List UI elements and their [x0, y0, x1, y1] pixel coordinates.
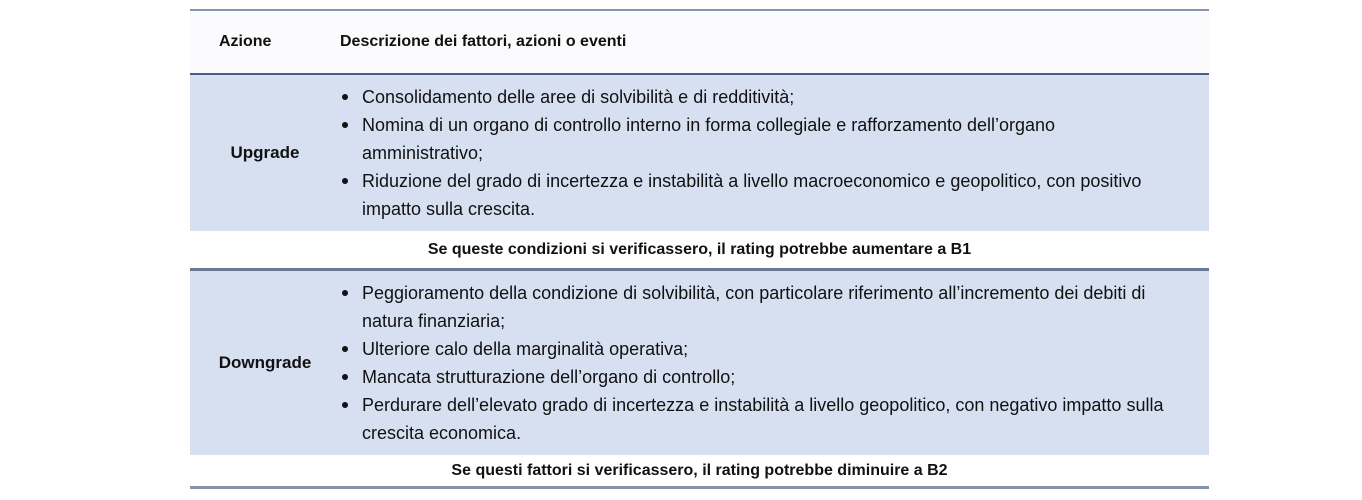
header-description: Descrizione dei fattori, azioni o eventi: [340, 33, 627, 50]
upgrade-list: [340, 83, 1209, 223]
upgrade-conclusion: Se queste condizioni si verificassero, il rating potrebbe aumentare a B1: [190, 231, 1209, 271]
header-action: Azione: [219, 33, 272, 50]
upgrade-label: Upgrade: [230, 143, 300, 162]
list-item: Ulteriore calo della marginalità operativa;: [340, 335, 1209, 363]
downgrade-description: [340, 271, 1209, 455]
list-item: Peggioramento della condizione di solvibilità, con particolare riferimento all’incremento dei debiti di natura finanziaria;: [340, 279, 1209, 335]
downgrade-label: Downgrade: [218, 353, 312, 372]
list-item: Consolidamento delle aree di solvibilità e di redditività;: [340, 83, 1209, 111]
upgrade-description: [340, 75, 1209, 231]
downgrade-row: [190, 271, 1209, 455]
downgrade-conclusion: Se questi fattori si verificassero, il rating potrebbe diminuire a B2: [190, 455, 1209, 489]
downgrade-list: [340, 279, 1209, 447]
upgrade-row: [190, 75, 1209, 231]
table-header-row: [190, 11, 1209, 75]
rating-factors-table: [190, 9, 1209, 489]
list-item: Perdurare dell’elevato grado di incertezza e instabilità a livello geopolitico, con negativo impatto sulla crescita economica.: [340, 391, 1209, 447]
list-item: Mancata strutturazione dell’organo di controllo;: [340, 363, 1209, 391]
list-item: Riduzione del grado di incertezza e instabilità a livello macroeconomico e geopolitico, con positivo impatto sulla crescita.: [340, 167, 1209, 223]
list-item: Nomina di un organo di controllo interno in forma collegiale e rafforzamento dell’organo amministrativo;: [340, 111, 1209, 167]
